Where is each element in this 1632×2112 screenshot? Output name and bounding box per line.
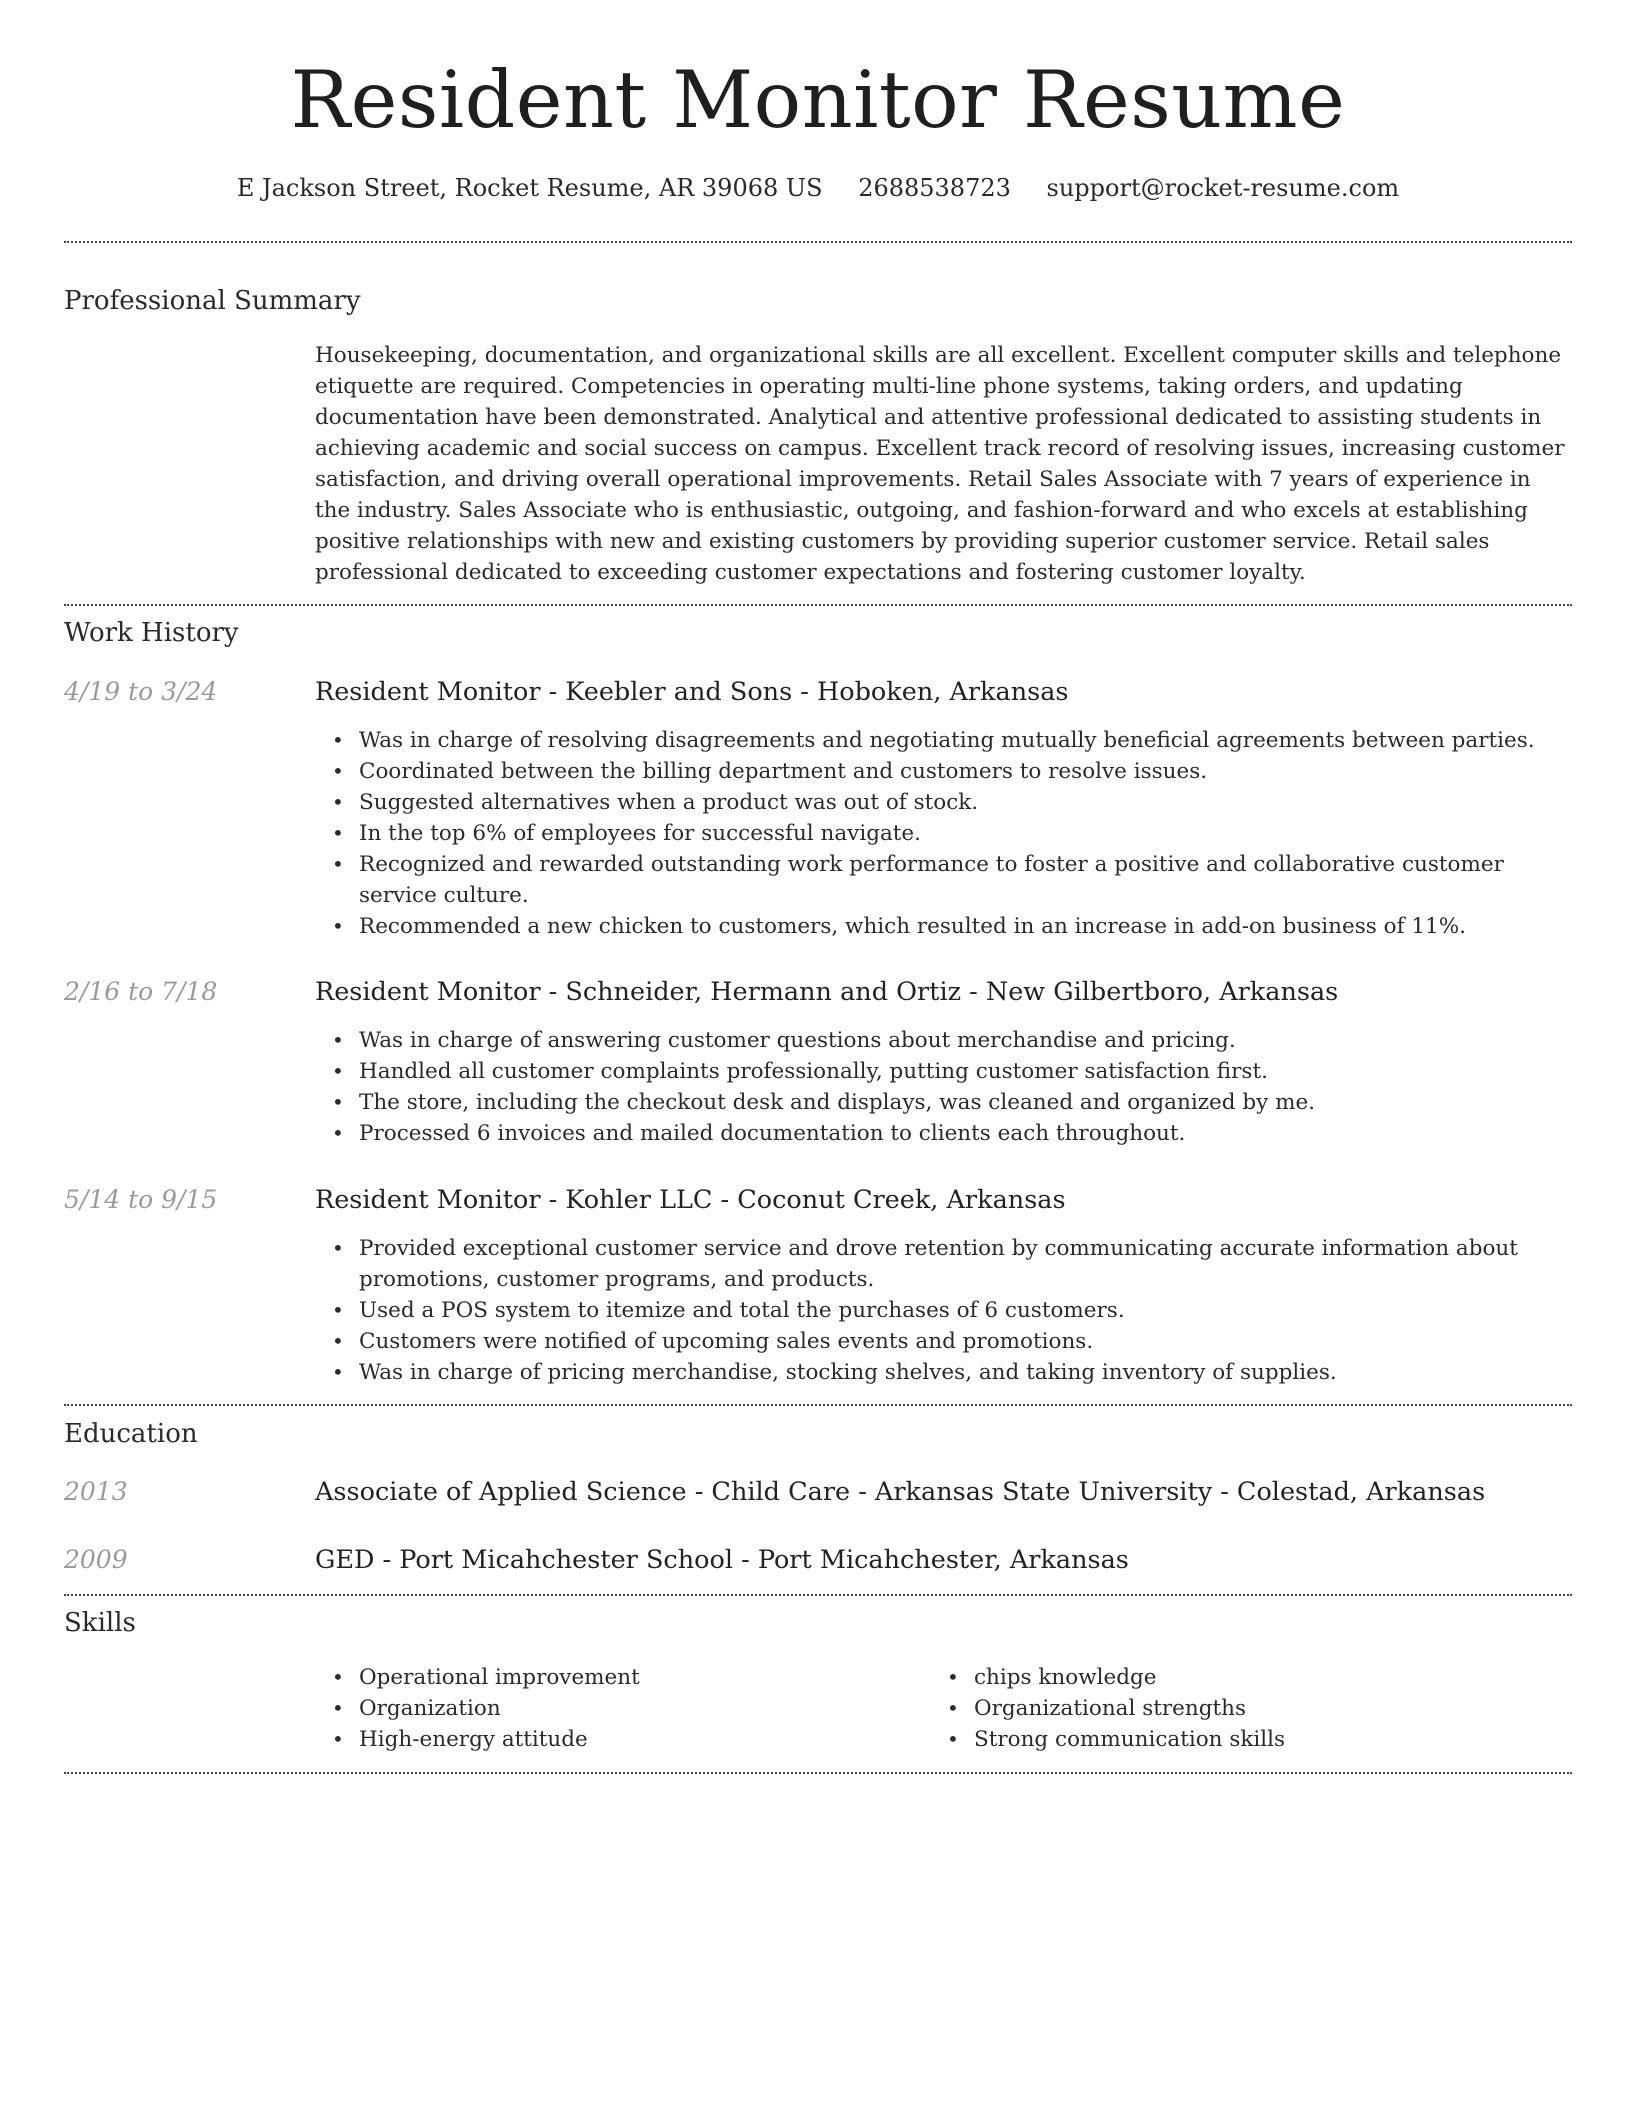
skill-item: • chips knowledge (930, 1662, 1632, 1693)
summary-text: Housekeeping, documentation, and organizational skills are all excellent. Excellent computer skills and telephone etiquette are required. Competencies in operating multi-line phone systems, taking orders, and updating documentation have been demonstrated. Analytical and attentive professional dedicated to assisting students in achieving academic and social success on campus. Excellent track record of resolving issues, increasing customer satisfaction, and driving overall operational improvements. Retail Sales Associate with 7 years of experience in the industry. Sales Associate who is enthusiastic, outgoing, and fashion-forward and who excels at establishing positive relationships with new and existing customers by providing superior customer service. Retail sales professional dedicated to exceeding customer expectations and fostering customer loyalty. (315, 343, 1565, 585)
job-dates: 5/14 to 9/15 (64, 1185, 218, 1214)
resume-page (64, 0, 1572, 2112)
list-item: • Customers were notified of upcoming sales events and promotions. (315, 1326, 1572, 1357)
divider (64, 1594, 1572, 1596)
list-item: • Handled all customer complaints professionally, putting customer satisfaction first. (315, 1056, 1572, 1087)
list-item: • Was in charge of pricing merchandise, stocking shelves, and taking inventory of supplies. (315, 1357, 1572, 1388)
list-item: • Coordinated between the billing department and customers to resolve issues. (315, 756, 1572, 787)
job-heading: Resident Monitor - Keebler and Sons - Hoboken, Arkansas (315, 677, 1069, 707)
list-item: • In the top 6% of employees for successful navigate. (315, 818, 1572, 849)
education-heading: Associate of Applied Science - Child Care - Arkansas State University - Colestad, Arkansas (315, 1477, 1486, 1507)
education-heading: GED - Port Micahchester School - Port Micahchester, Arkansas (315, 1545, 1129, 1575)
list-item: • Provided exceptional customer service and drove retention by communicating accurate information about promotions, customer programs, and products. (315, 1233, 1572, 1295)
job-bullets (315, 1233, 1572, 1388)
job-dates: 2/16 to 7/18 (64, 977, 218, 1006)
list-item: • Suggested alternatives when a product was out of stock. (315, 787, 1572, 818)
section-title-summary: Professional Summary (64, 286, 361, 316)
contact-address: E Jackson Street, Rocket Resume, AR 39068 US (236, 174, 823, 202)
education-year: 2013 (64, 1477, 128, 1506)
list-item: • Was in charge of answering customer questions about merchandise and pricing. (315, 1025, 1572, 1056)
list-item: • Was in charge of resolving disagreements and negotiating mutually beneficial agreements between parties. (315, 725, 1572, 756)
skill-item: • Operational improvement (315, 1662, 1572, 1693)
resume-title: Resident Monitor Resume (290, 54, 1346, 146)
skill-item: • Organizational strengths (930, 1693, 1632, 1724)
list-item: • Recognized and rewarded outstanding work performance to foster a positive and collaborative customer service culture. (315, 849, 1572, 911)
job-bullets (315, 725, 1572, 942)
section-title-education: Education (64, 1419, 198, 1449)
contact-phone: 2688538723 (858, 174, 1011, 202)
contact-email: support@rocket-resume.com (1046, 174, 1400, 202)
job-dates: 4/19 to 3/24 (64, 677, 218, 706)
section-title-skills: Skills (64, 1608, 136, 1638)
list-item: • Processed 6 invoices and mailed documentation to clients each throughout. (315, 1118, 1572, 1149)
list-item: • The store, including the checkout desk and displays, was cleaned and organized by me. (315, 1087, 1572, 1118)
skills-list-right (930, 1662, 1632, 1755)
divider (64, 1772, 1572, 1774)
list-item: • Used a POS system to itemize and total the purchases of 6 customers. (315, 1295, 1572, 1326)
job-heading: Resident Monitor - Kohler LLC - Coconut Creek, Arkansas (315, 1185, 1066, 1215)
skill-item: • Strong communication skills (930, 1724, 1632, 1755)
job-heading: Resident Monitor - Schneider, Hermann and Ortiz - New Gilbertboro, Arkansas (315, 977, 1339, 1007)
education-year: 2009 (64, 1545, 128, 1574)
divider (64, 241, 1572, 243)
skill-item: • Organization (315, 1693, 1572, 1724)
skill-item: • High-energy attitude (315, 1724, 1572, 1755)
section-title-work: Work History (64, 618, 239, 648)
contact-line (64, 170, 1572, 206)
divider (64, 1404, 1572, 1406)
job-bullets (315, 1025, 1572, 1149)
list-item: • Recommended a new chicken to customers, which resulted in an increase in add-on business of 11%. (315, 911, 1572, 942)
divider (64, 604, 1572, 606)
